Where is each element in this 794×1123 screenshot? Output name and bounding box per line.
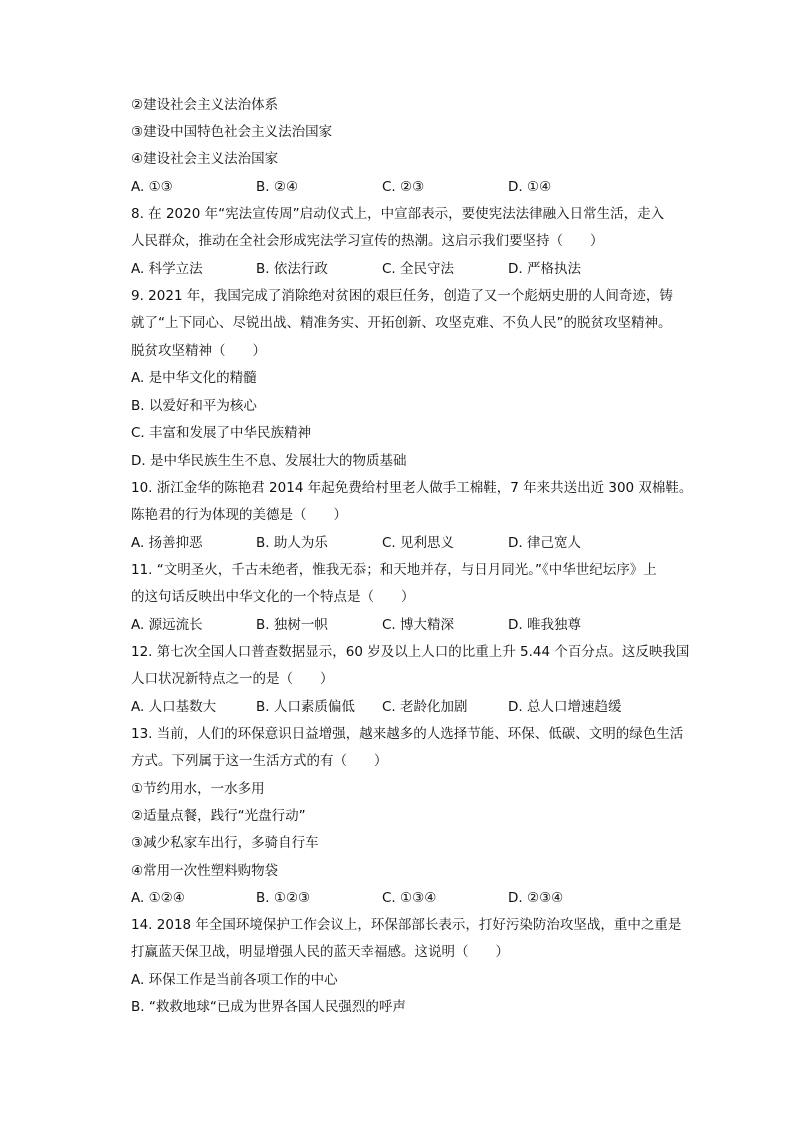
option-c: C. 见利思义 bbox=[382, 535, 455, 551]
option-b: B. 独树一帜 bbox=[256, 617, 328, 633]
option-b: B. 依法行政 bbox=[256, 261, 328, 277]
text-line: 人民群众，推动在全社会形成宪法学习宣传的热潮。这启示我们要坚持（ ） bbox=[131, 233, 604, 249]
option-d: D. 律己宽人 bbox=[508, 535, 581, 551]
option-b: B. 助人为乐 bbox=[256, 535, 328, 551]
option-a: A. ①③ bbox=[131, 179, 173, 195]
option-b: B. ②④ bbox=[256, 179, 299, 195]
text-line: 脱贫攻坚精神（ ） bbox=[131, 343, 266, 359]
text-line: ③减少私家车出行，多骑自行车 bbox=[131, 835, 319, 851]
option-d: D. 唯我独尊 bbox=[508, 617, 581, 633]
option-d: D. 严格执法 bbox=[508, 261, 581, 277]
option-b: B. ①②③ bbox=[256, 890, 311, 906]
option-a: A. 扬善抑恶 bbox=[131, 535, 203, 551]
question-10: 10. 浙江金华的陈艳君 2014 年起免费给村里老人做手工棉鞋，7 年来共送出近 300 双棉鞋。 bbox=[131, 480, 693, 496]
question-8: 8. 在 2020 年“宪法宣传周”启动仪式上，中宣部表示，要使宪法法律融入日常生活，走入 bbox=[131, 206, 665, 222]
option-line: B. “救救地球“已成为世界各国人民强烈的呼声 bbox=[131, 999, 406, 1015]
text-line: ④建设社会主义法治国家 bbox=[131, 151, 279, 167]
question-14: 14. 2018 年全国环境保护工作会议上，环保部部长表示，打好污染防治攻坚战，重中之重是 bbox=[131, 917, 682, 933]
option-c: C. 老龄化加剧 bbox=[382, 699, 468, 715]
text-line: 打赢蓝天保卫战，明显增强人民的蓝天幸福感。这说明（ ） bbox=[131, 944, 509, 960]
option-a: A. 人口基数大 bbox=[131, 699, 217, 715]
question-9: 9. 2021 年，我国完成了消除绝对贫困的艰巨任务，创造了又一个彪炳史册的人间奇迹，铸 bbox=[131, 288, 673, 304]
text-line: ③建设中国特色社会主义法治国家 bbox=[131, 124, 333, 140]
option-d: D. ①④ bbox=[508, 179, 552, 195]
option-d: D. ②③④ bbox=[508, 890, 564, 906]
text-line: 人口状况新特点之一的是（ ） bbox=[131, 671, 334, 687]
option-line: C. 丰富和发展了中华民族精神 bbox=[131, 425, 312, 441]
option-c: C. 全民守法 bbox=[382, 261, 455, 277]
question-13: 13. 当前，人们的环保意识日益增强，越来越多的人选择节能、环保、低碳、文明的绿色生活 bbox=[131, 726, 684, 742]
question-12: 12. 第七次全国人口普查数据显示，60 岁及以上人口的比重上升 5.44 个百分点。这反映我国 bbox=[131, 644, 690, 660]
option-line: A. 环保工作是当前各项工作的中心 bbox=[131, 972, 338, 988]
option-a: A. ①②④ bbox=[131, 890, 185, 906]
text-line: ②建设社会主义法治体系 bbox=[131, 97, 279, 113]
option-c: C. 博大精深 bbox=[382, 617, 455, 633]
text-line: 的这句话反映出中华文化的一个特点是（ ） bbox=[131, 589, 415, 605]
text-line: 方式。下列属于这一生活方式的有（ ） bbox=[131, 753, 388, 769]
text-line: 就了“上下同心、尽锐出战、精准务实、开拓创新、攻坚克难、不负人民”的脱贫攻坚精神。 bbox=[131, 315, 672, 331]
option-d: D. 总人口增速趋缓 bbox=[508, 699, 622, 715]
text-line: ①节约用水，一水多用 bbox=[131, 781, 265, 797]
option-c: C. ①③④ bbox=[382, 890, 437, 906]
option-c: C. ②③ bbox=[382, 179, 425, 195]
option-a: A. 科学立法 bbox=[131, 261, 203, 277]
question-11: 11. “文明圣火，千古未绝者，惟我无忝；和天地并存，与日月同光。”《中华世纪坛序》上 bbox=[131, 562, 657, 578]
option-a: A. 源远流长 bbox=[131, 617, 203, 633]
option-line: B. 以爱好和平为核心 bbox=[131, 398, 257, 414]
text-line: ②适量点餐，践行“光盘行动” bbox=[131, 808, 306, 824]
option-line: A. 是中华文化的精髓 bbox=[131, 370, 257, 386]
text-line: 陈艳君的行为体现的美德是（ ） bbox=[131, 507, 347, 523]
text-line: ④常用一次性塑料购物袋 bbox=[131, 863, 279, 879]
option-line: D. 是中华民族生生不息、发展壮大的物质基础 bbox=[131, 453, 407, 469]
option-b: B. 人口素质偏低 bbox=[256, 699, 355, 715]
